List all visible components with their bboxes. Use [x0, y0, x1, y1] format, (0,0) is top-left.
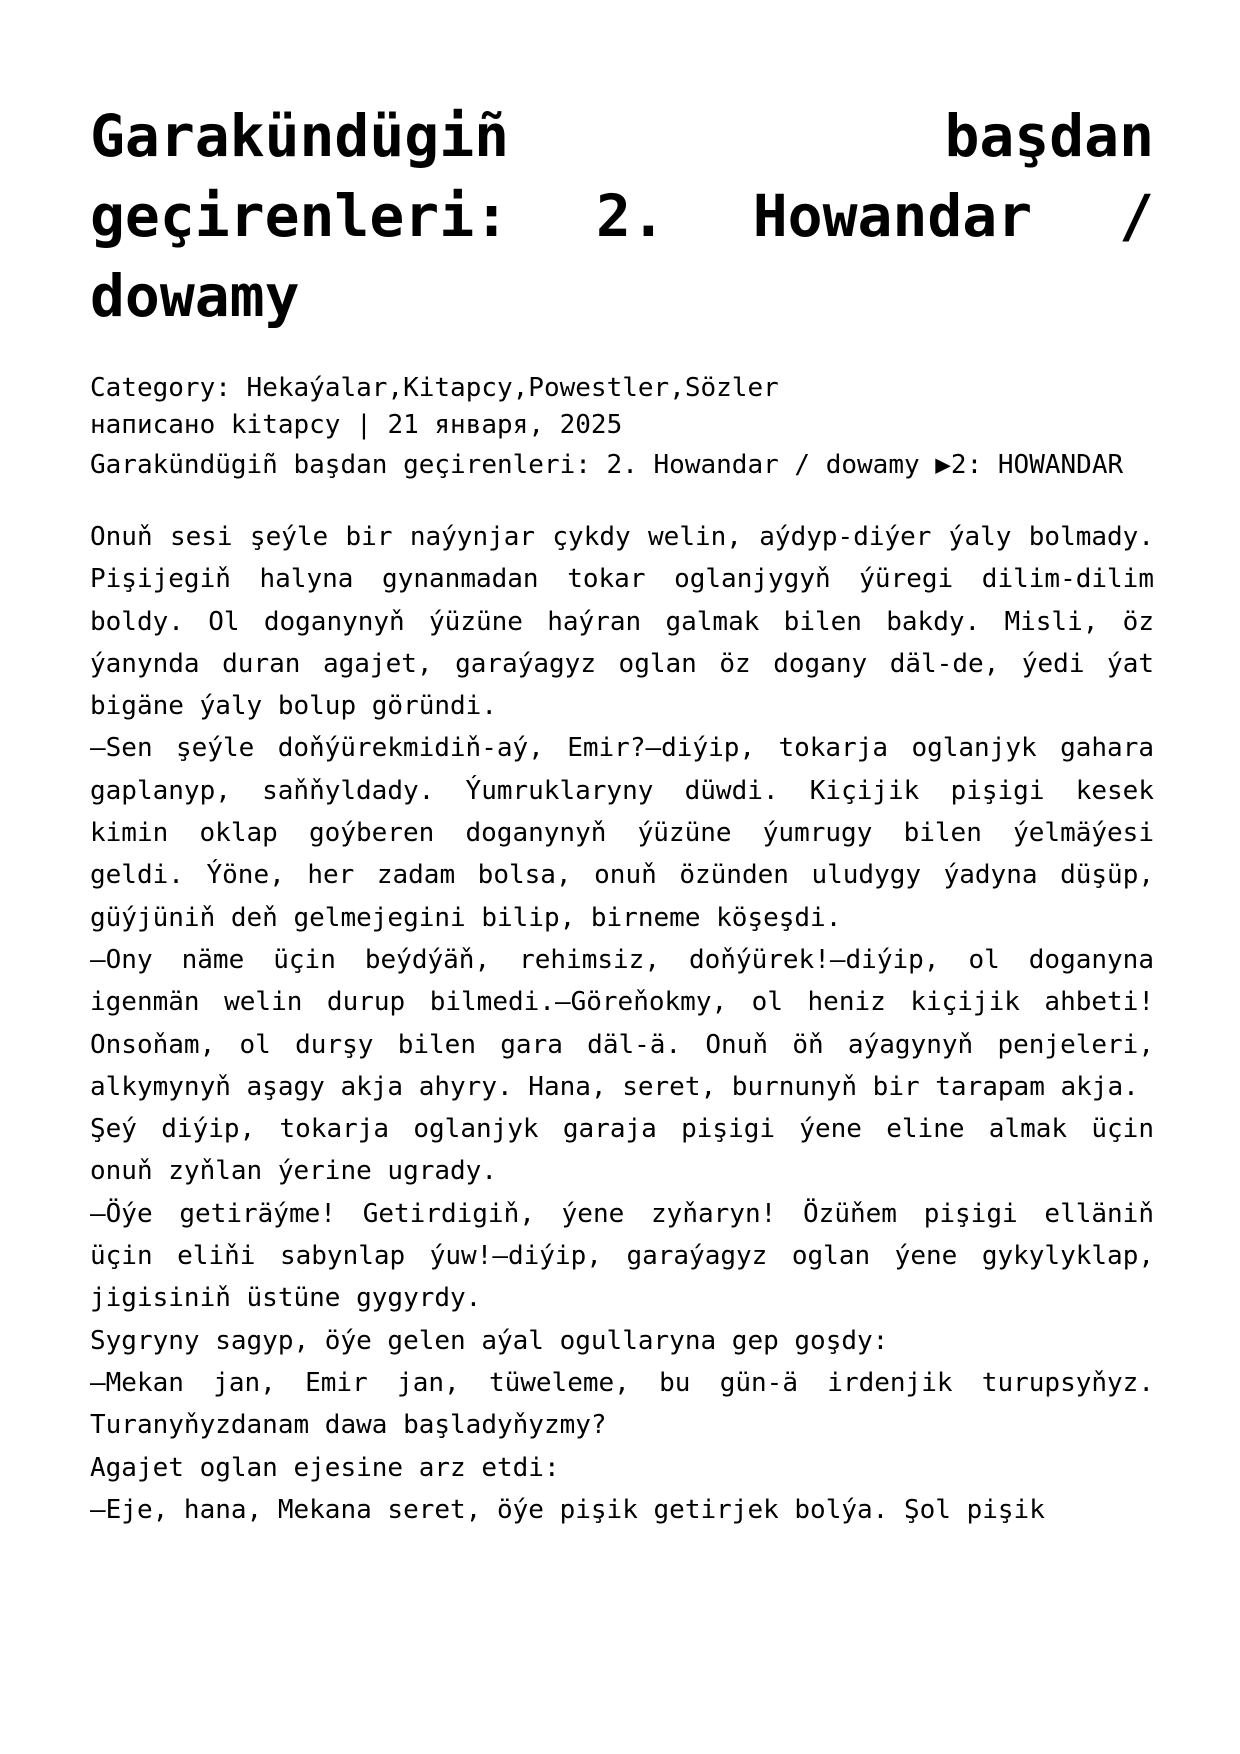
category-list[interactable]: Hekaýalar,Kitapcy,Powestler,Sözler	[246, 373, 779, 403]
article-body	[90, 516, 1154, 1531]
paragraph: —Ony näme üçin beýdýäň, rehimsiz, doňýürek!—diýip, ol doganyna igenmän welin durup bilmedi.—Göreňokmy, ol heniz kiçijik ahbeti! Onsoňam, ol durşy bilen gara däl-ä. Onuň öň aýagynyň penjeleri, alkymynyň aşagy akja ahyry. Hana, seret, burnunyň bir tarapam akja.	[90, 944, 1154, 1102]
paragraph: Sygryny sagyp, öýe gelen aýal ogullaryna gep goşdy:	[90, 1325, 889, 1356]
post-date: 21 января, 2025	[387, 410, 623, 440]
author-link[interactable]: kitapcy	[230, 410, 341, 440]
paragraph: —Öýe getiräýme! Getirdigiň, ýene zyňaryn! Özüňem pişigi elläniň üçin eliňi sabynlap ýuw!—diýip, garaýagyz oglan ýene gykylyklap, jigisiniň üstüne gygyrdy.	[90, 1198, 1154, 1314]
category-line	[90, 370, 1154, 407]
byline-prefix: написано	[90, 410, 216, 440]
paragraph: Şeý diýip, tokarja oglanjyk garaja pişigi ýene eline almak üçin onuň zyňlan ýerine ugrady.	[90, 1114, 1154, 1187]
article-meta	[90, 370, 1154, 444]
category-label: Category:	[90, 373, 231, 403]
byline	[90, 407, 1154, 444]
paragraph: —Eje, hana, Mekana seret, öýe pişik getirjek bolýa. Şol pişik	[90, 1494, 1045, 1525]
paragraph: Agajet oglan ejesine arz etdi:	[90, 1452, 560, 1483]
article-title: Garakündügiñ başdan geçirenleri: 2. Howandar / dowamy	[90, 102, 1154, 330]
article-lead: Garakündügiñ başdan geçirenleri: 2. Howandar / dowamy ▶2: HOWANDAR	[90, 450, 1124, 480]
paragraph: Onuň sesi şeýle bir naýynjar çykdy welin, aýdyp-diýer ýaly bolmady. Pişijegiň halyna gynanmadan tokar oglanjygyň ýüregi dilim-dilim boldy. Ol doganynyň ýüzüne haýran galmak bilen bakdy. Misli, öz ýanynda duran agajet, garaýagyz oglan öz dogany däl-de, ýedi ýat bigäne ýaly bolup göründi.	[90, 522, 1154, 722]
article-page	[90, 96, 1154, 1531]
byline-separator: |	[356, 410, 372, 440]
paragraph: —Mekan jan, Emir jan, tüweleme, bu gün-ä irdenjik turupsyňyz. Turanyňyzdanam dawa başladyňyzmy?	[90, 1367, 1154, 1441]
paragraph: —Sen şeýle doňýürekmidiň-aý, Emir?—diýip, tokarja oglanjyk gahara gaplanyp, saňňyldady. Ýumruklaryny düwdi. Kiçijik pişigi kesek kimin oklap goýberen doganynyň ýüzüne ýumrugy bilen ýelmäýesi geldi. Ýöne, her zadam bolsa, onuň özünden uludygy ýadyna düşüp, güýjüniň deň gelmejegini bilip, birneme köşeşdi.	[90, 733, 1154, 933]
